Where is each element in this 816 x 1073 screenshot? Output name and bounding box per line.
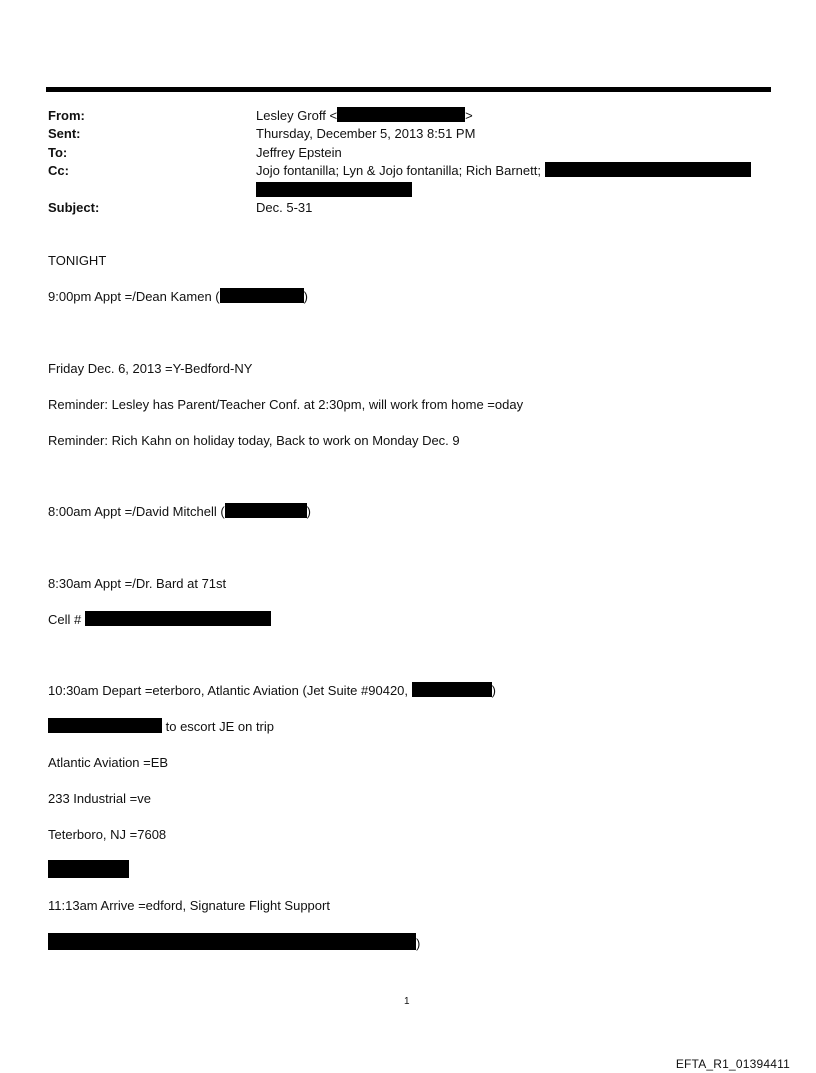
city-line: Teterboro, NJ =7608	[48, 827, 167, 842]
redaction-block	[48, 718, 162, 733]
appt-mitchell: 8:00am Appt =/David Mitchell ( )	[48, 504, 312, 519]
redaction-block	[48, 860, 129, 878]
friday-heading: Friday Dec. 6, 2013 =Y-Bedford-NY	[48, 361, 253, 376]
from-value: Lesley Groff < >	[256, 108, 473, 123]
arrive-line: 11:13am Arrive =edford, Signature Flight Support	[48, 898, 330, 913]
escort-line: to escort JE on trip	[48, 718, 274, 736]
redaction-block	[85, 611, 271, 626]
appt-bard: 8:30am Appt =/Dr. Bard at 71st	[48, 576, 227, 591]
address-line: 233 Industrial =ve	[48, 791, 151, 806]
tonight-heading: TONIGHT	[48, 253, 107, 268]
redaction-block	[545, 162, 751, 177]
page-number: 1	[404, 996, 410, 1007]
redaction-block	[256, 182, 412, 197]
depart-line: 10:30am Depart =eterboro, Atlantic Aviation (Jet Suite #90420, )	[48, 683, 496, 698]
header-rule	[46, 87, 771, 92]
appt-kamen: 9:00pm Appt =/Dean Kamen ( )	[48, 289, 308, 304]
cell-line: Cell #	[48, 611, 271, 629]
redaction-block	[220, 288, 304, 303]
redaction-block	[337, 107, 465, 122]
to-label: To:	[48, 145, 68, 160]
sent-label: Sent:	[48, 126, 81, 141]
reminder-rich: Reminder: Rich Kahn on holiday today, Back to work on Monday Dec. 9	[48, 433, 460, 448]
redaction-block	[412, 682, 492, 697]
from-label: From:	[48, 108, 85, 123]
arrive-detail-line: )	[48, 933, 420, 953]
sent-value: Thursday, December 5, 2013 8:51 PM	[256, 126, 476, 141]
cc-value: Jojo fontanilla; Lyn & Jojo fontanilla; Rich Barnett;	[256, 162, 751, 180]
subject-label: Subject:	[48, 200, 100, 215]
cc-label: Cc:	[48, 163, 69, 178]
redaction-block	[225, 503, 307, 518]
document-id: EFTA_R1_01394411	[675, 1057, 790, 1071]
reminder-lesley: Reminder: Lesley has Parent/Teacher Conf. at 2:30pm, will work from home =oday	[48, 397, 524, 412]
atlantic-line: Atlantic Aviation =EB	[48, 755, 169, 770]
subject-value: Dec. 5-31	[256, 200, 313, 215]
redaction-block	[48, 933, 416, 950]
to-value: Jeffrey Epstein	[256, 145, 342, 160]
